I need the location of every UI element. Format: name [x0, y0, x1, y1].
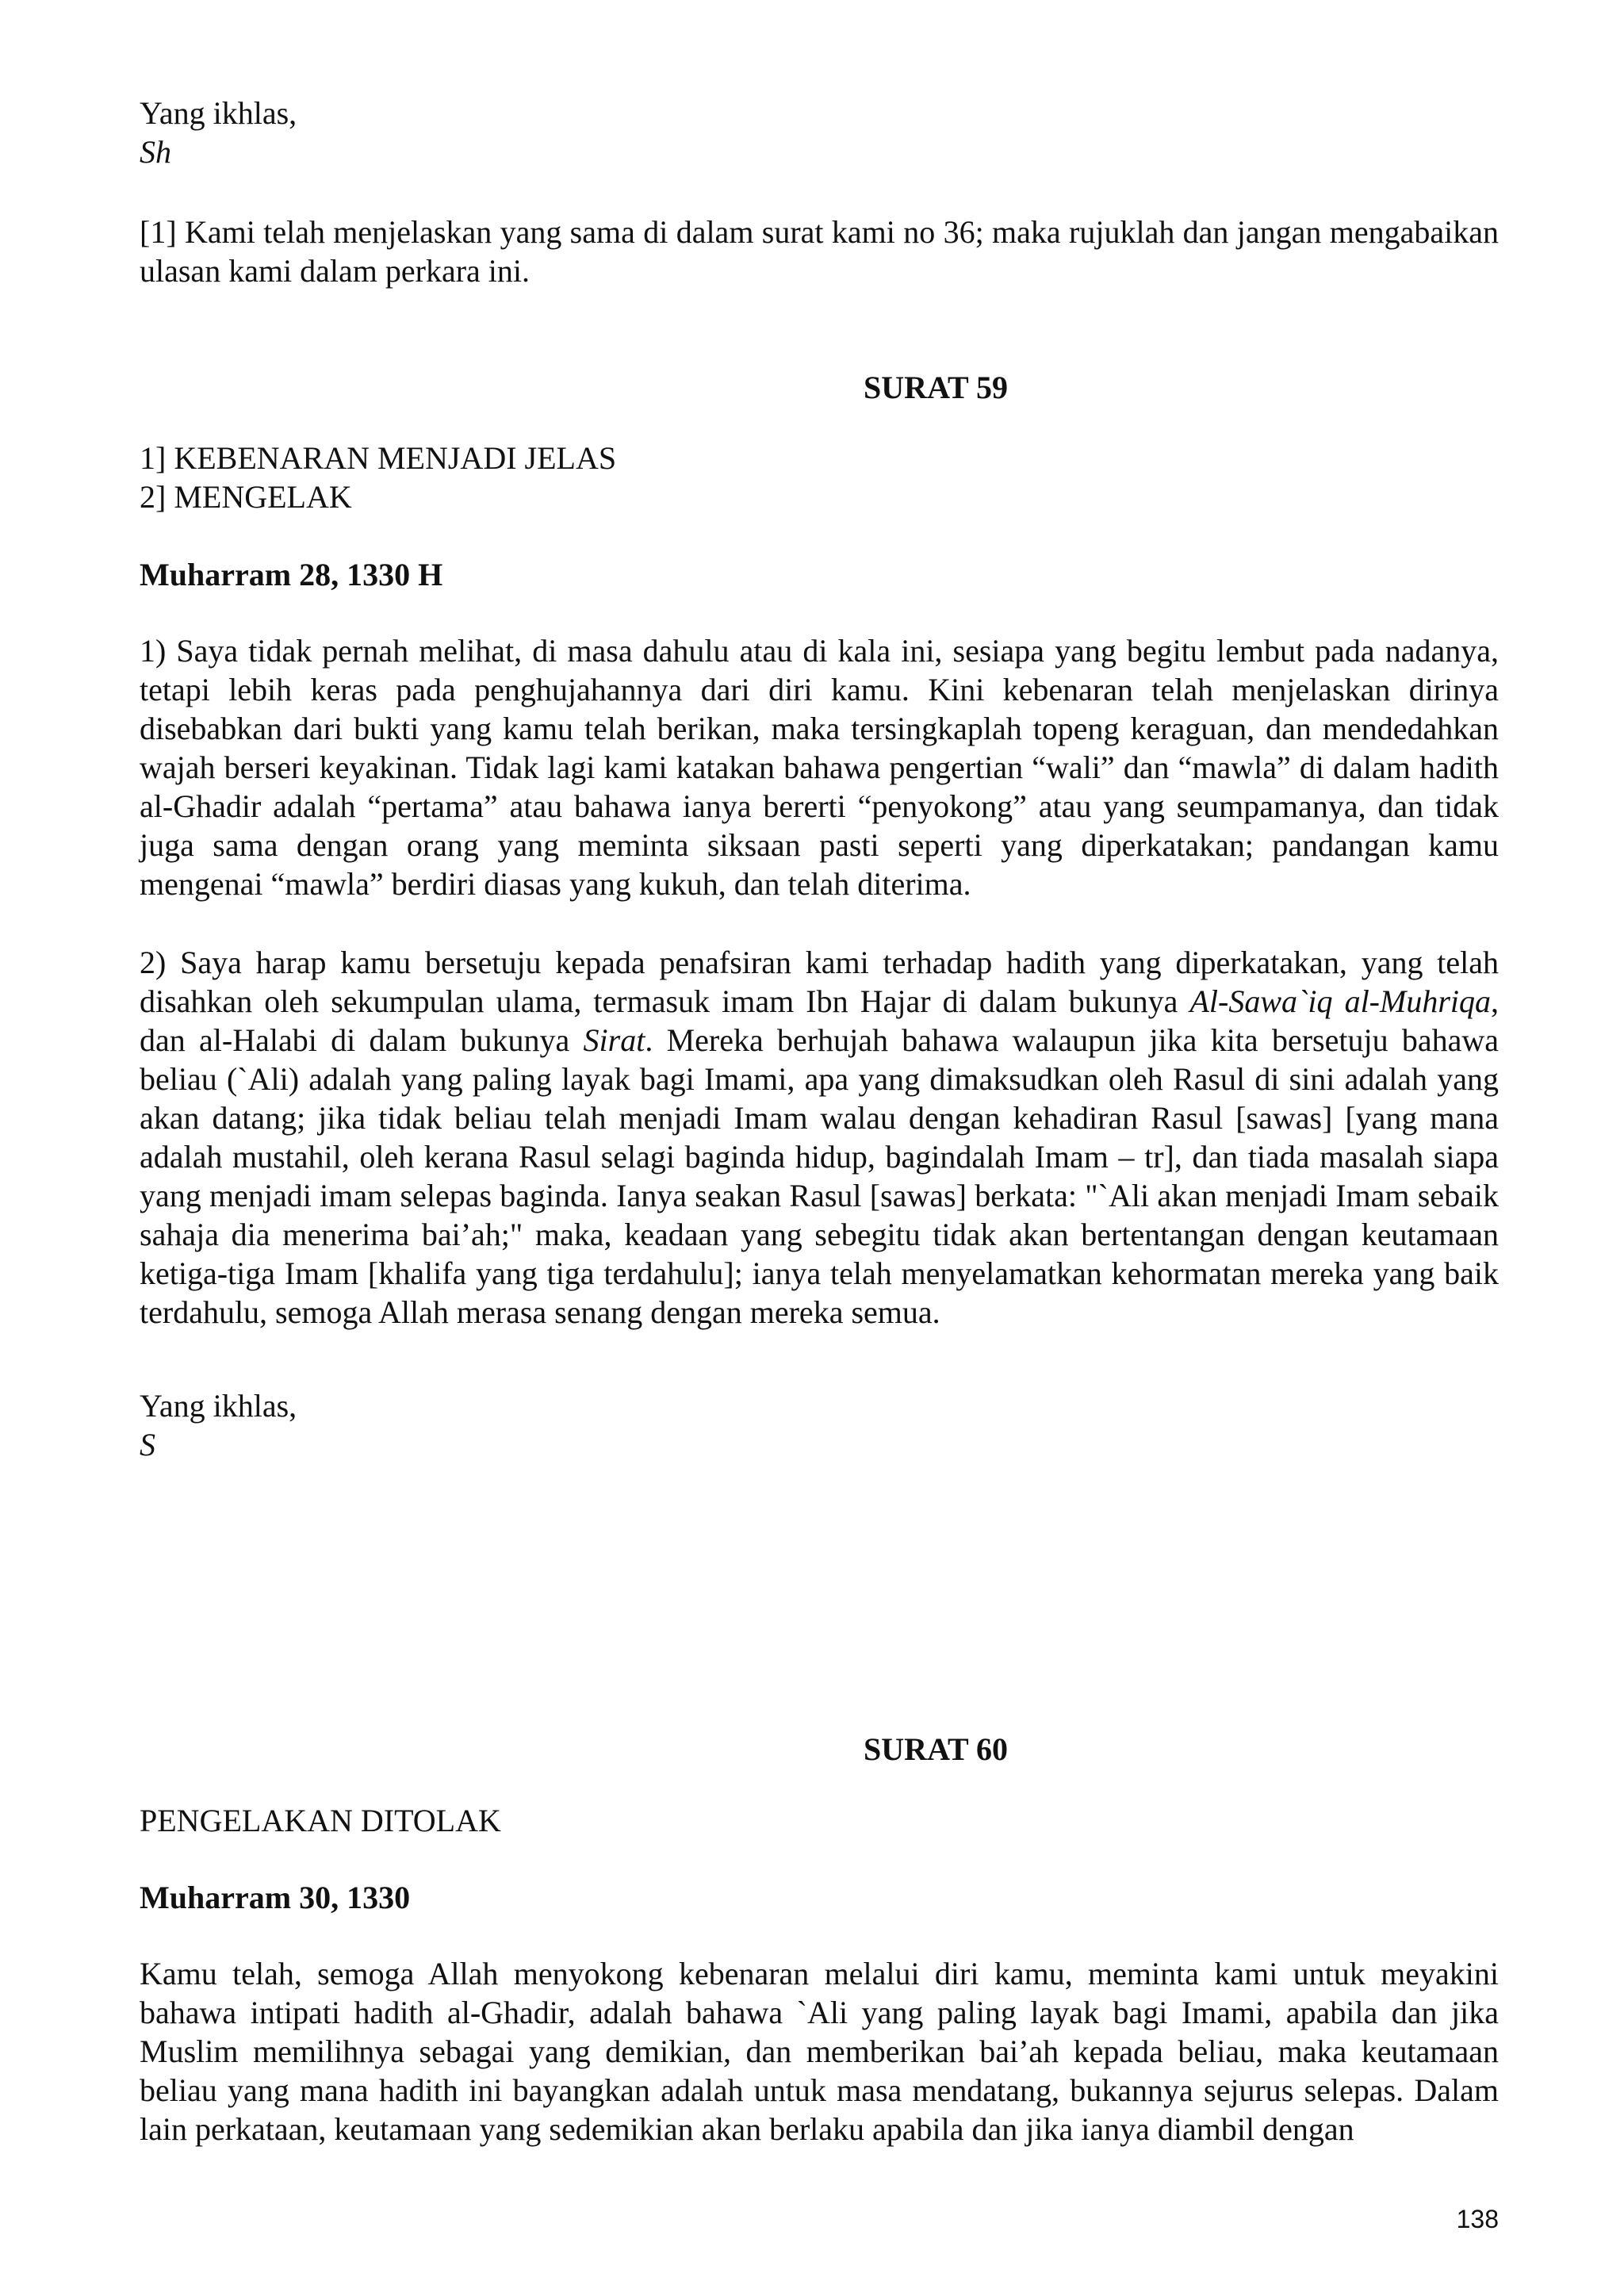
paragraph-text: 2) Saya harap kamu bersetuju kepada penafsiran kami terhadap hadith yang diperkatakan, yang telah disahkan oleh sekumpulan ulama, termasuk imam Ibn Hajar di dalam bukunya — [140, 945, 1499, 1019]
closing-salutation: Yang ikhlas, — [140, 1388, 297, 1424]
closing-block-2 — [140, 1386, 297, 1464]
surat-59-date: Muharram 28, 1330 H — [140, 557, 443, 592]
topic-item: 1] KEBENARAN MENJADI JELAS — [140, 440, 617, 476]
surat-59-paragraph-2 — [140, 943, 1499, 1332]
paragraph-text: , dan al-Halabi di dalam bukunya — [140, 983, 1499, 1058]
book-title: Sirat — [583, 1022, 645, 1058]
surat-60-topic: PENGELAKAN DITOLAK — [140, 1803, 501, 1838]
surat-59-title: SURAT 59 — [864, 370, 1008, 405]
page-number: 138 — [1456, 2205, 1499, 2233]
closing-signature: S — [140, 1427, 155, 1462]
surat-60-paragraph-1: Kamu telah, semoga Allah menyokong kebenaran melalui diri kamu, meminta kami untuk meyakini bahawa intipati hadith al-Ghadir, adalah bahawa `Ali yang paling layak bagi Imami, apabila dan jika Muslim memilihnya sebagai yang demikian, dan memberikan bai’ah kepada beliau, maka keutamaan beliau yang mana hadith ini bayangkan adalah untuk masa mendatang, bukannya sejurus selepas. Dalam lain perkataan, keutamaan yang sedemikian akan berlaku apabila dan jika ianya diambil dengan — [140, 1956, 1499, 2147]
surat-60-title: SURAT 60 — [864, 1731, 1008, 1767]
surat-59-topics — [140, 439, 616, 516]
closing-block-1 — [140, 94, 297, 171]
closing-salutation: Yang ikhlas, — [140, 95, 297, 131]
book-title: Al-Sawa`iq al-Muhriqa — [1189, 983, 1491, 1019]
surat-60-date: Muharram 30, 1330 — [140, 1880, 411, 1915]
topic-item: 2] MENGELAK — [140, 479, 352, 515]
surat-59-paragraph-1: 1) Saya tidak pernah melihat, di masa dahulu atau di kala ini, sesiapa yang begitu lembut pada nadanya, tetapi lebih keras pada penghujahannya dari diri kamu. Kini kebenaran telah menjelaskan dirinya disebabkan dari bukti yang kamu telah berikan, maka tersingkaplah topeng keraguan, dan mendedahkan wajah berseri keyakinan. Tidak lagi kami katakan bahawa pengertian “wali” dan “mawla” di dalam hadith al-Ghadir adalah “pertama” atau bahawa ianya bererti “penyokong” atau yang seumpamanya, dan tidak juga sama dengan orang yang meminta siksaan pasti seperti yang diperkatakan; pandangan kamu mengenai “mawla” berdiri diasas yang kukuh, dan telah diterima. — [140, 633, 1499, 902]
footnote: [1] Kami telah menjelaskan yang sama di dalam surat kami no 36; maka rujuklah dan jangan mengabaikan ulasan kami dalam perkara ini. — [140, 214, 1499, 289]
paragraph-text: . Mereka berhujah bahawa walaupun jika kita bersetuju bahawa beliau (`Ali) adalah yang paling layak bagi Imami, apa yang dimaksudkan oleh Rasul di sini adalah yang akan datang; jika tidak beliau telah menjadi Imam walau dengan kehadiran Rasul [sawas] [yang mana adalah mustahil, oleh kerana Rasul selagi baginda hidup, bagindalah Imam – tr], dan tiada masalah siapa yang menjadi imam selepas baginda. Ianya seakan Rasul [sawas] berkata: "`Ali akan menjadi Imam sebaik sahaja dia menerima bai’ah;" maka, keadaan yang sebegitu tidak akan bertentangan dengan keutamaan ketiga-tiga Imam [khalifa yang tiga terdahulu]; ianya telah menyelamatkan kehormatan mereka yang baik terdahulu, semoga Allah merasa senang dengan mereka semua. — [140, 1022, 1499, 1330]
closing-signature: Sh — [140, 134, 171, 170]
